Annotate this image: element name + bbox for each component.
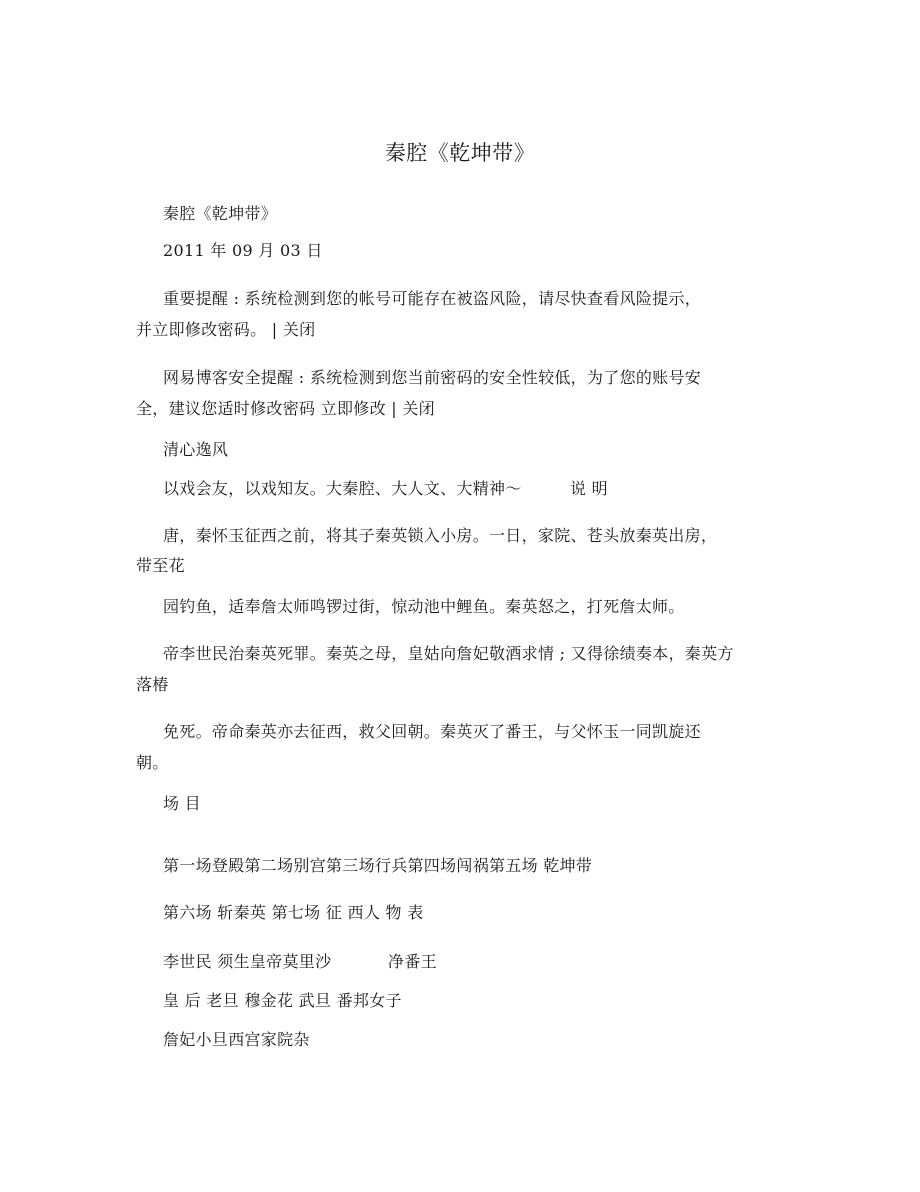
scenes-heading: 场 目: [163, 794, 201, 813]
scenes-line-2: 第六场 斩秦英 第七场 征 西人 物 表: [163, 903, 424, 922]
story-p2: 园钓鱼，适奉詹太师鸣锣过街，惊动池中鲤鱼。秦英怒之，打死詹太师。: [163, 597, 685, 616]
blog-safety-warning-line-1: 网易博客安全提醒 : 系统检测到您当前密码的安全性较低，为了您的账号安: [163, 368, 702, 387]
story-p1-line-2: 带至花: [136, 556, 185, 575]
cast-line-3: 詹妃小旦西宫家院杂: [163, 1030, 310, 1049]
cast-line-1-role: 净番王: [388, 952, 437, 971]
security-warning-line-2: 并立即修改密码。 | 关闭: [136, 320, 316, 339]
story-p3-line-2: 落椿: [136, 675, 169, 694]
post-date: 2011 年 09 月 03 日: [163, 241, 323, 260]
motto: 以戏会友，以戏知友。大秦腔、大人文、大精神～: [163, 479, 522, 498]
subtitle: 秦腔《乾坤带》: [163, 204, 278, 223]
author-name: 清心逸风: [163, 440, 229, 459]
story-p3-line-1: 帝李世民治秦英死罪。秦英之母，皇姑向詹妃敬酒求情 ; 又得徐绩奏本，秦英方: [163, 644, 734, 663]
shuoming-heading: 说 明: [570, 479, 608, 498]
cast-line-1: 李世民 须生皇帝莫里沙: [163, 952, 332, 971]
story-p4-line-1: 免死。帝命秦英亦去征西，救父回朝。秦英灭了番王，与父怀玉一同凯旋还: [163, 722, 701, 741]
scenes-line-1: 第一场登殿第二场别宫第三场行兵第四场闯祸第五场 乾坤带: [163, 856, 593, 875]
blog-safety-warning-line-2: 全，建议您适时修改密码 立即修改 | 关闭: [136, 399, 435, 418]
security-warning-line-1: 重要提醒 : 系统检测到您的帐号可能存在被盗风险，请尽快查看风险提示，: [163, 289, 702, 308]
story-p4-line-2: 朝。: [136, 753, 169, 772]
page-title: 秦腔《乾坤带》: [384, 141, 536, 165]
story-p1-line-1: 唐，秦怀玉征西之前，将其子秦英锁入小房。一日，家院、苍头放秦英出房，: [163, 526, 718, 545]
cast-line-2: 皇 后 老旦 穆金花 武旦 番邦女子: [163, 991, 402, 1010]
